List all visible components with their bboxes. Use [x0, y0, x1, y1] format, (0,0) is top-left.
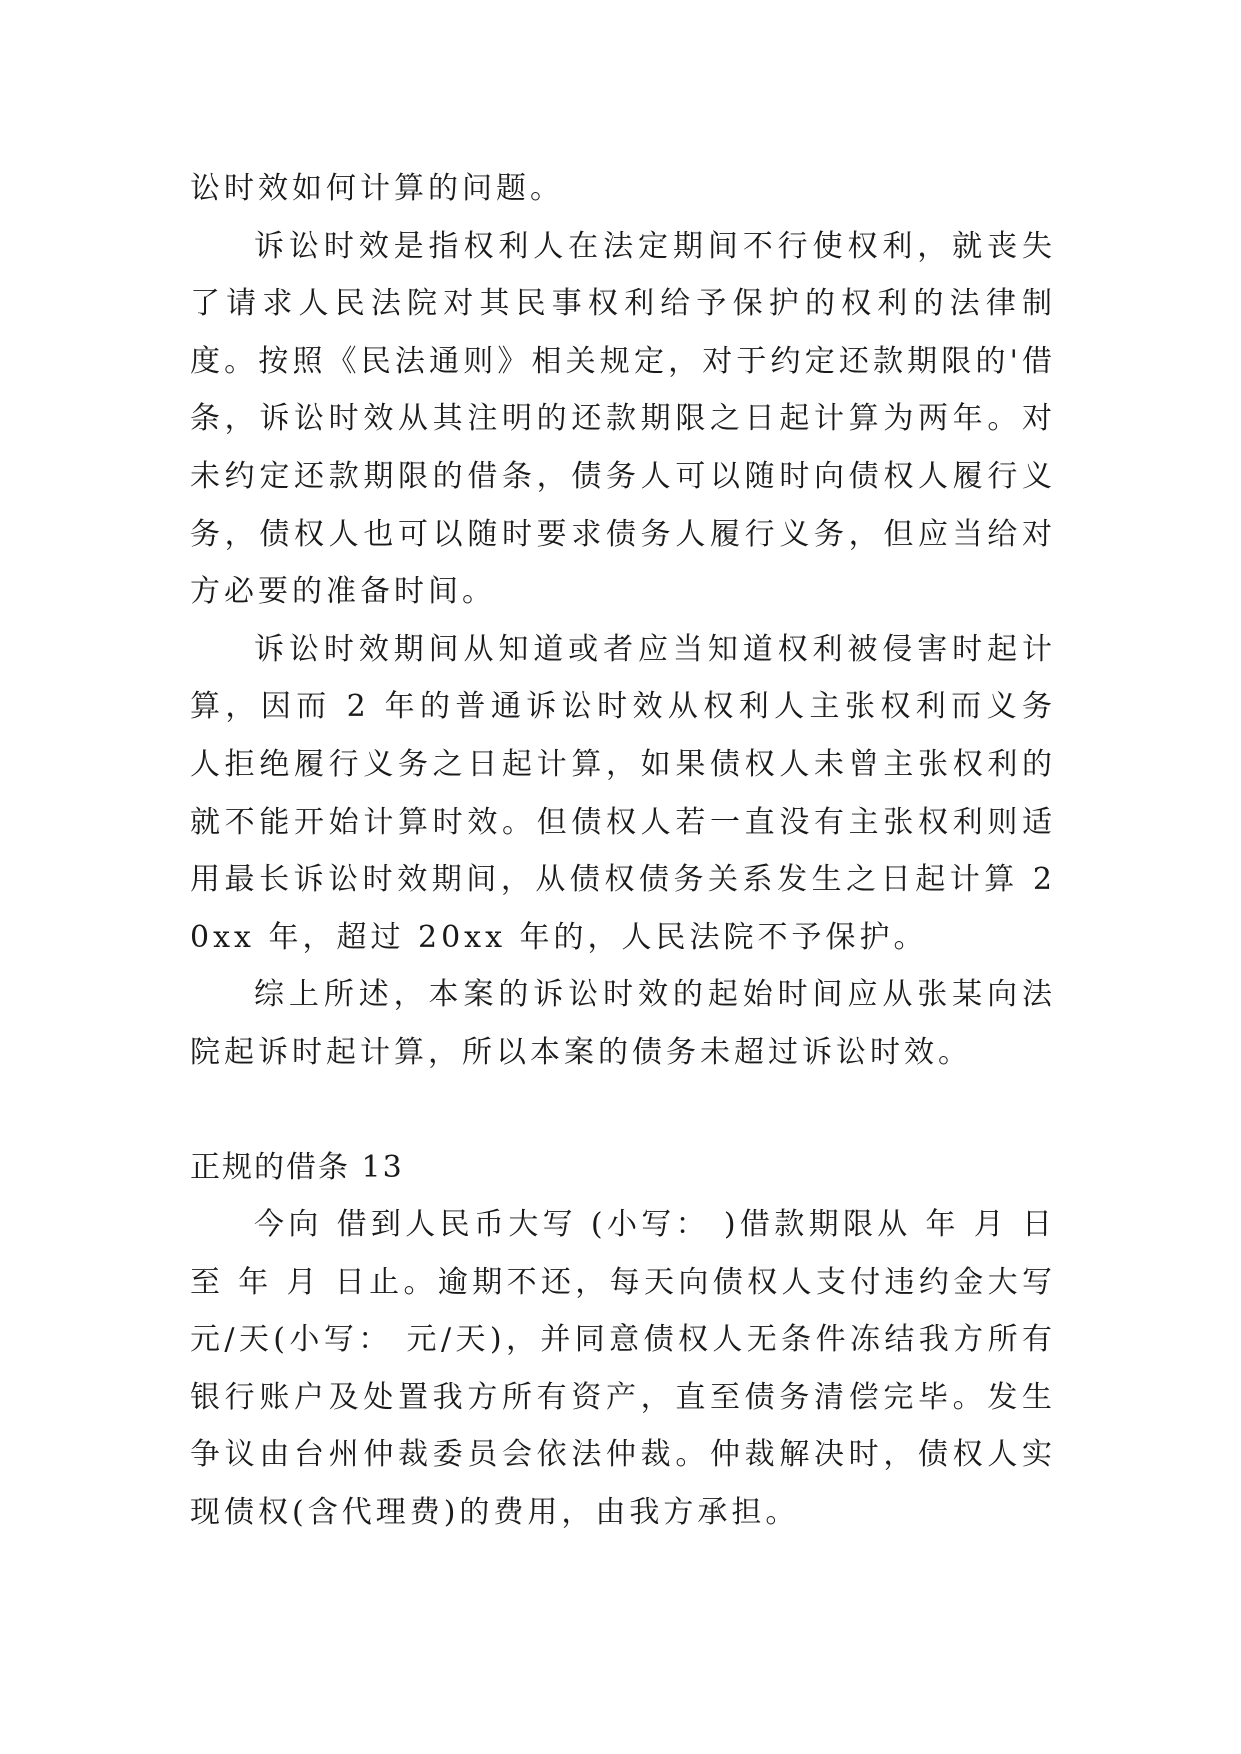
section-heading: 正规的借条 13	[190, 1149, 404, 1185]
paragraph-limitation-period: 诉讼时效期间从知道或者应当知道权利被侵害时起计算，因而 2 年的普通诉讼时效从权利人主张权利而义务人拒绝履行义务之日起计算，如果债权人未曾主张权利的就不能开始计算时效。但债权人若一直没有主张权利则适用最长诉讼时效期间，从债权债务关系发生之日起计算 20xx 年，超过 20xx 年的，人民法院不予保护。	[190, 631, 1056, 955]
document-body	[190, 160, 1056, 1542]
paragraph-conclusion: 综上所述，本案的诉讼时效的起始时间应从张某向法院起诉时起计算，所以本案的债务未超过诉讼时效。	[190, 977, 1056, 1070]
paragraph-iou-template: 今向 借到人民币大写 (小写： )借款期限从 年 月 日至 年 月 日止。逾期不还，每天向债权人支付违约金大写元/天(小写： 元/天)，并同意债权人无条件冻结我方所有银行账户及处置我方所有资产，直至债务清偿完毕。发生争议由台州仲裁委员会依法仲裁。仲裁解决时，债权人实现债权(含代理费)的费用，由我方承担。	[190, 1207, 1056, 1531]
paragraph-statute-definition: 诉讼时效是指权利人在法定期间不行使权利，就丧失了请求人民法院对其民事权利给予保护的权利的法律制度。按照《民法通则》相关规定，对于约定还款期限的'借条，诉讼时效从其注明的还款期限之日起计算为两年。对未约定还款期限的借条，债务人可以随时向债权人履行义务，债权人也可以随时要求债务人履行义务，但应当给对方必要的准备时间。	[190, 228, 1056, 610]
paragraph-continuation: 讼时效如何计算的问题。	[190, 171, 564, 206]
